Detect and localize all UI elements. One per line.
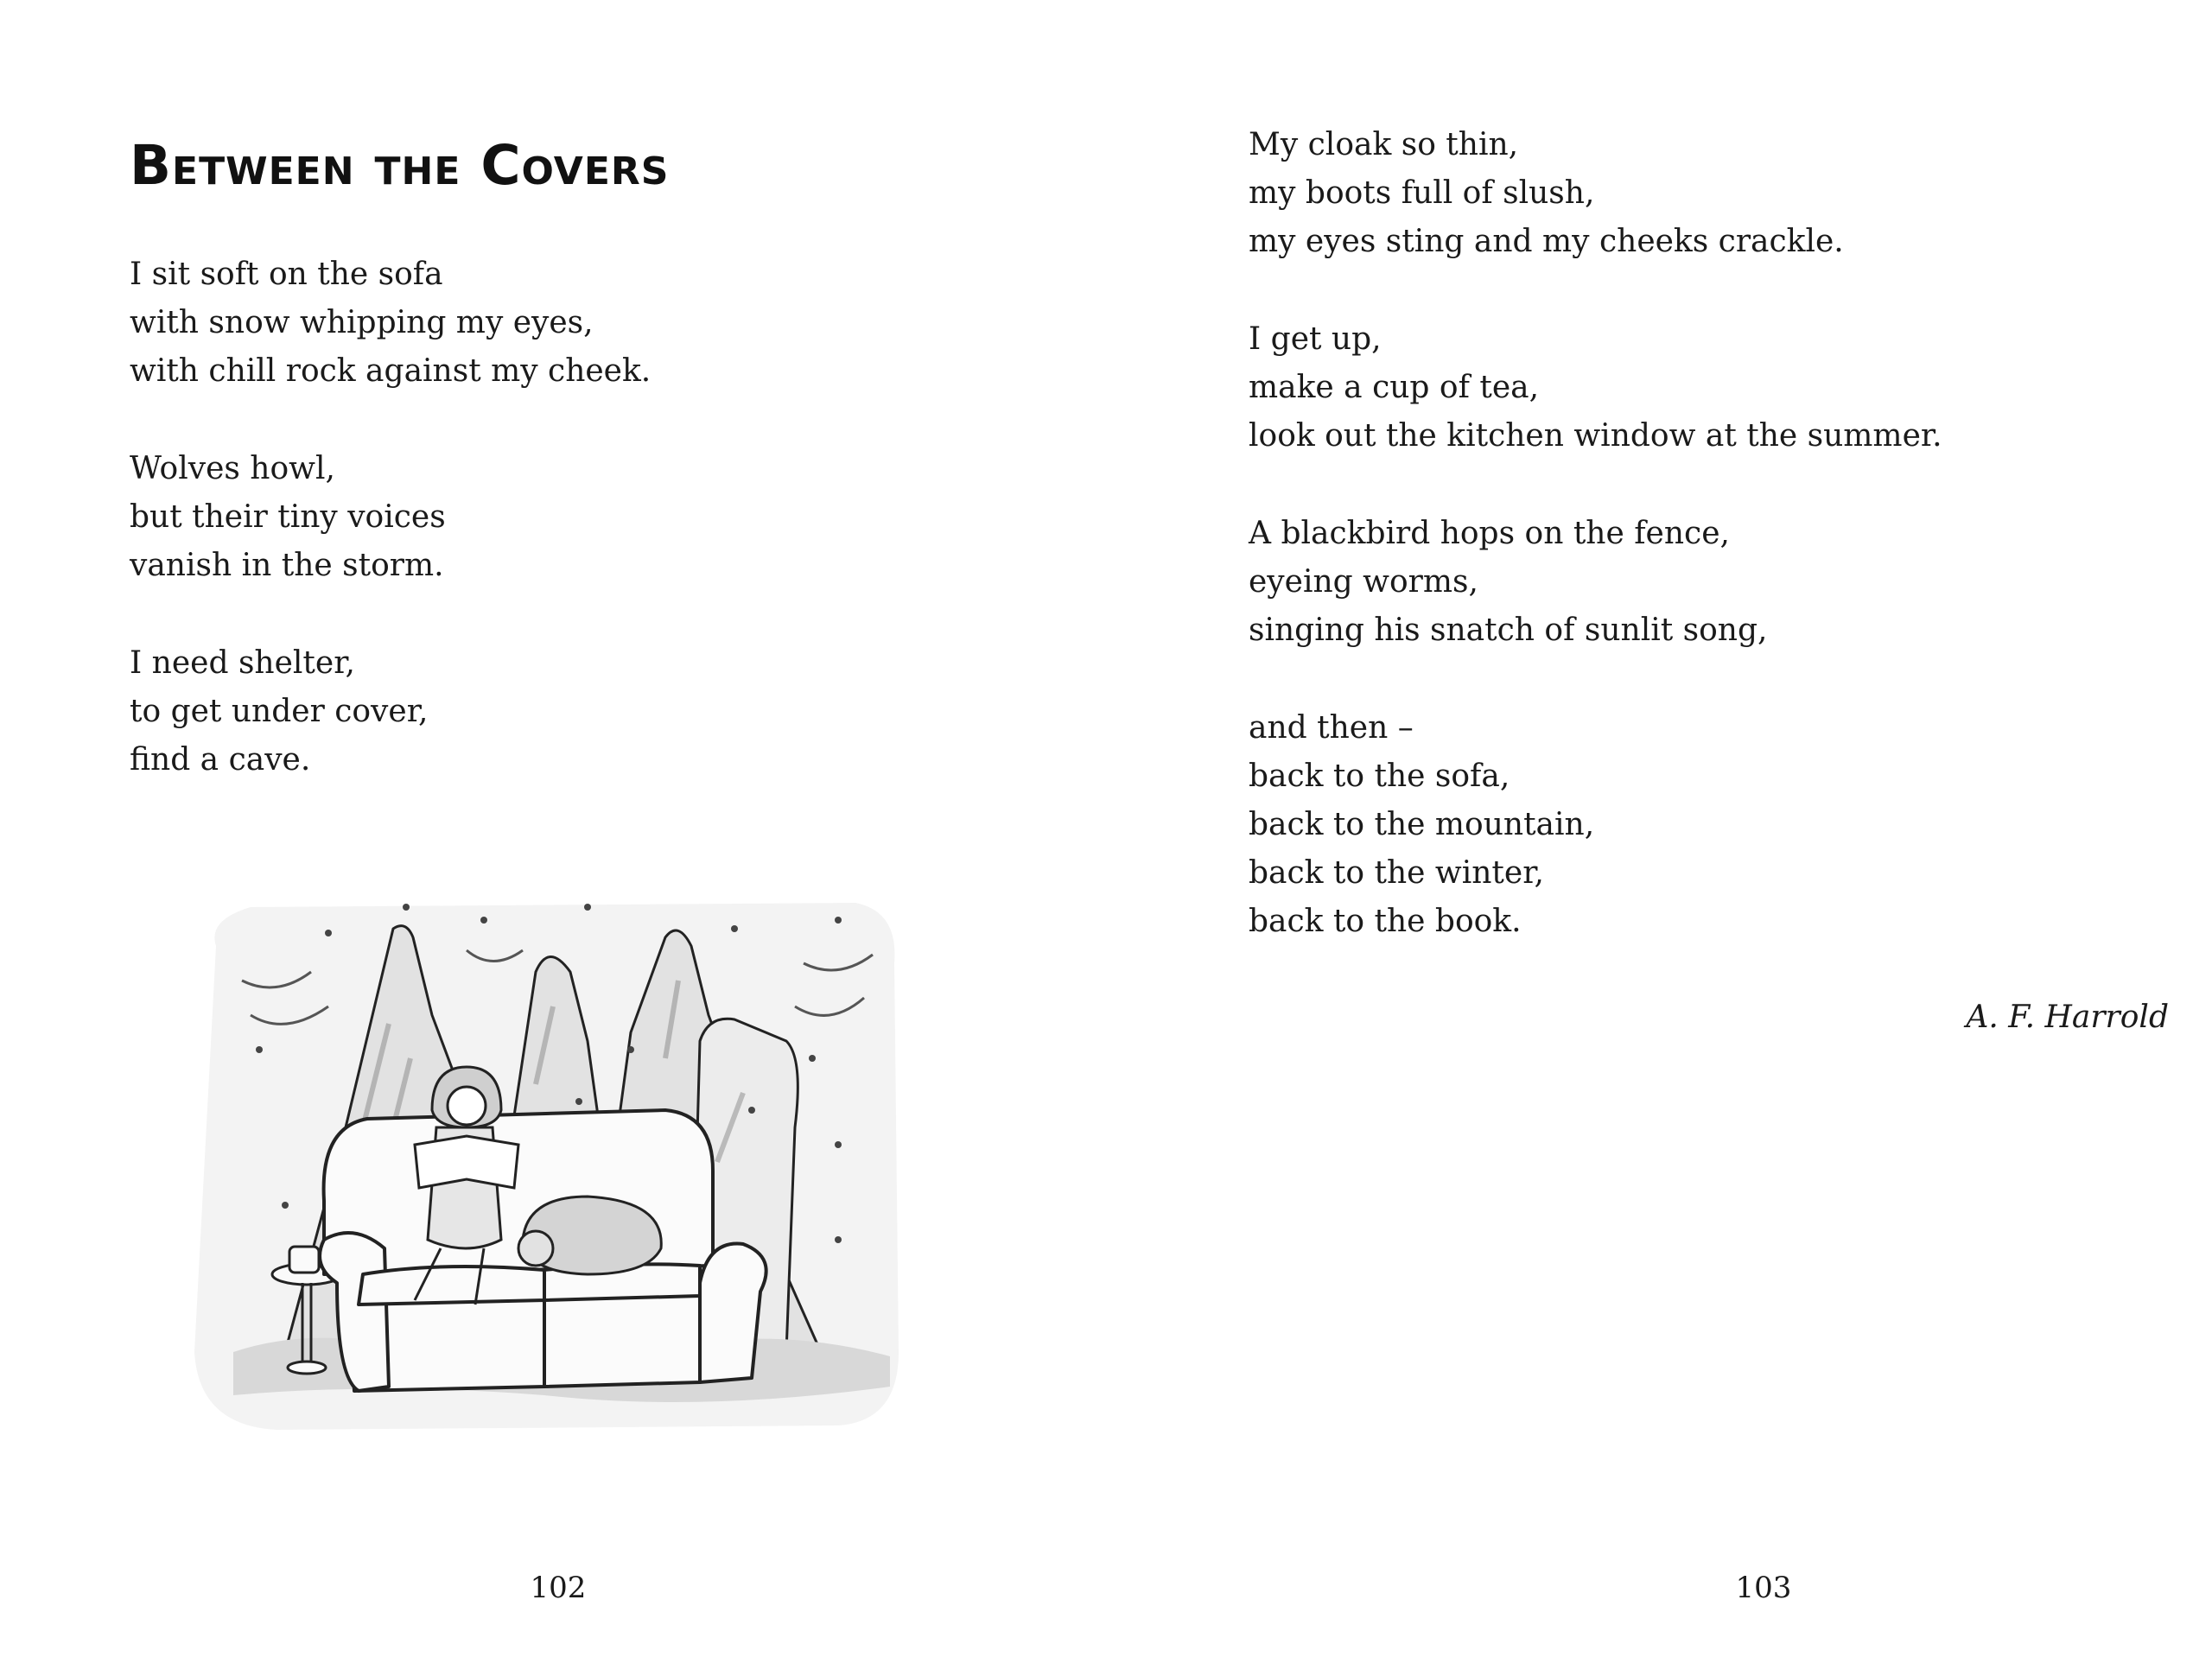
poem-line: Wolves howl, [130,451,335,486]
stanza [1249,510,1767,655]
poem-line: make a cup of tea, [1249,370,1540,405]
poem-line: A blackbird hops on the fence, [1249,516,1730,551]
poem-line: with chill rock against my cheek. [130,353,652,389]
poem-line: my boots full of slush, [1249,175,1595,211]
poem-line: and then – [1249,710,1414,746]
stanza [1249,704,1594,946]
right-page [1106,0,2212,1676]
poem-line: back to the book. [1249,904,1522,939]
poem-line: back to the sofa, [1249,759,1510,794]
stanza [130,251,651,396]
poem-line: back to the mountain, [1249,807,1595,842]
poem-line: look out the kitchen window at the summer. [1249,418,1942,454]
poem-line: My cloak so thin, [1249,127,1519,162]
poem-line: back to the winter, [1249,855,1544,891]
stanza [1249,121,1844,266]
sofa-mountain-illustration [181,868,916,1447]
poem-line: find a cave. [130,742,311,778]
poem-line: my eyes sting and my cheeks crackle. [1249,224,1844,259]
poem-line: vanish in the storm. [130,548,444,583]
poem-line: to get under cover, [130,694,429,729]
poem-line: singing his snatch of sunlit song, [1249,613,1768,648]
poem-line: I get up, [1249,321,1382,357]
poem-line: I need shelter, [130,645,355,681]
stanza [130,639,428,784]
poem-line: with snow whipping my eyes, [130,305,594,340]
poem-line: I sit soft on the sofa [130,257,443,292]
poem-author: A. F. Harrold [1966,1000,2169,1035]
poem-line: eyeing worms, [1249,564,1478,600]
stanza [130,445,446,590]
poem-title: Between the Covers [130,134,670,197]
page-number: 102 [530,1571,587,1605]
page-number: 103 [1735,1571,1792,1605]
poem-line: but their tiny voices [130,499,446,535]
stanza [1249,315,1942,460]
